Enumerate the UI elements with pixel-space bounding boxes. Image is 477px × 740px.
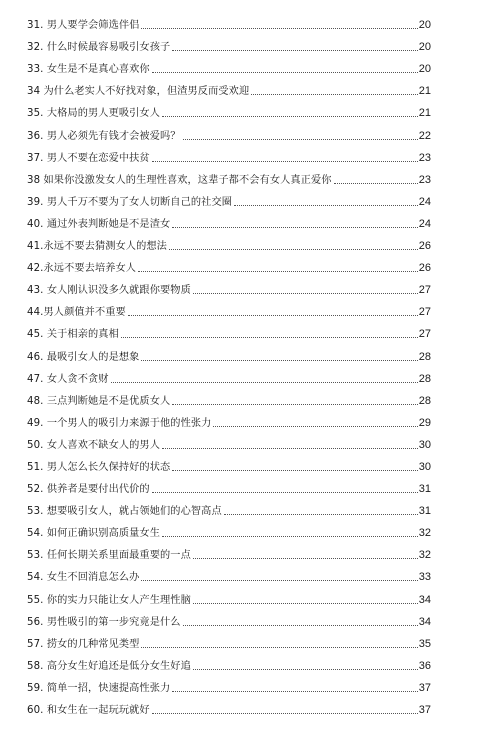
toc-entry-page: 31 bbox=[418, 505, 431, 518]
toc-dot-leader bbox=[193, 669, 418, 670]
toc-entry-title: 54. 如何正确识别高质量女生 bbox=[27, 528, 161, 540]
toc-entry-page: 33 bbox=[418, 571, 431, 584]
toc-entry[interactable] bbox=[27, 297, 431, 319]
toc-entry[interactable] bbox=[27, 187, 431, 209]
toc-entry-page: 21 bbox=[418, 107, 431, 120]
toc-entry-title: 41.永远不要去猜测女人的想法 bbox=[27, 241, 167, 253]
toc-entry-page: 31 bbox=[418, 483, 431, 496]
toc-dot-leader bbox=[162, 116, 418, 117]
toc-entry-title: 56. 男性吸引的第一步究竟是什么 bbox=[27, 616, 181, 628]
toc-entry[interactable] bbox=[27, 165, 431, 187]
toc-dot-leader bbox=[152, 492, 418, 493]
toc-dot-leader bbox=[193, 293, 418, 294]
toc-entry-title: 49. 一个男人的吸引力来源于他的性张力 bbox=[27, 417, 212, 429]
toc-entry-title: 55. 你的实力只能让女人产生理性脑 bbox=[27, 594, 191, 606]
toc-entry-title: 43. 女人刚认识没多久就跟你要物质 bbox=[27, 285, 191, 297]
toc-entry-page: 36 bbox=[418, 659, 431, 672]
toc-entry-title: 33. 女生是不是真心喜欢你 bbox=[27, 64, 150, 76]
toc-entry-page: 34 bbox=[418, 593, 431, 606]
toc-dot-leader bbox=[234, 205, 418, 206]
toc-entry-page: 26 bbox=[418, 262, 431, 275]
toc-entry[interactable] bbox=[27, 319, 431, 341]
toc-dot-leader bbox=[141, 580, 417, 581]
toc-entry-page: 32 bbox=[418, 527, 431, 540]
toc-entry-title: 52. 供养者是要付出代价的 bbox=[27, 484, 150, 496]
toc-entry-title: 51. 男人怎么长久保持好的状态 bbox=[27, 461, 171, 473]
toc-entry-title: 59. 简单一招，快速提高性张力 bbox=[27, 682, 171, 694]
toc-entry-page: 30 bbox=[418, 438, 431, 451]
toc-entry[interactable] bbox=[27, 452, 431, 474]
toc-entry[interactable] bbox=[27, 231, 431, 253]
toc-entry[interactable] bbox=[27, 474, 431, 496]
toc-entry-page: 30 bbox=[418, 460, 431, 473]
toc-entry-page: 22 bbox=[418, 129, 431, 142]
toc-dot-leader bbox=[141, 360, 417, 361]
toc-dot-leader bbox=[169, 249, 418, 250]
toc-entry[interactable] bbox=[27, 629, 431, 651]
toc-entry[interactable] bbox=[27, 518, 431, 540]
toc-entry-title: 36. 男人必须先有钱才会被爱吗？ bbox=[27, 130, 181, 142]
toc-entry-title: 53. 想要吸引女人，就占领她们的心智高点 bbox=[27, 506, 222, 518]
toc-entry-title: 44.男人颜值并不重要 bbox=[27, 307, 126, 319]
toc-entry-page: 35 bbox=[418, 637, 431, 650]
toc-entry-page: 27 bbox=[418, 284, 431, 297]
toc-entry-page: 28 bbox=[418, 350, 431, 363]
toc-dot-leader bbox=[334, 183, 418, 184]
toc-entry-title: 34 为什么老实人不好找对象，但渣男反而受欢迎 bbox=[27, 86, 250, 98]
toc-entry-page: 23 bbox=[418, 173, 431, 186]
toc-dot-leader bbox=[128, 315, 418, 316]
toc-entry-title: 40. 通过外表判断她是不是渣女 bbox=[27, 218, 171, 230]
toc-entry-title: 35. 大格局的男人更吸引女人 bbox=[27, 108, 161, 120]
toc-entry[interactable] bbox=[27, 651, 431, 673]
toc-entry-page: 37 bbox=[418, 704, 431, 716]
toc-entry-page: 20 bbox=[418, 63, 431, 76]
toc-entry-page: 34 bbox=[418, 615, 431, 628]
toc-entry[interactable] bbox=[27, 695, 431, 717]
toc-entry[interactable] bbox=[27, 10, 431, 32]
toc-entry-page: 26 bbox=[418, 240, 431, 253]
toc-entry-title: 46. 最吸引女人的是想象 bbox=[27, 351, 140, 363]
toc-dot-leader bbox=[251, 94, 418, 95]
toc-dot-leader bbox=[111, 382, 418, 383]
table-of-contents bbox=[27, 10, 431, 717]
toc-entry-page: 20 bbox=[418, 41, 431, 54]
toc-dot-leader bbox=[141, 28, 417, 29]
toc-entry-page: 23 bbox=[418, 151, 431, 164]
toc-entry-page: 37 bbox=[418, 681, 431, 694]
toc-entry[interactable] bbox=[27, 540, 431, 562]
toc-dot-leader bbox=[152, 713, 418, 714]
toc-dot-leader bbox=[152, 161, 418, 162]
toc-entry-title: 39. 男人千万不要为了女人切断自己的社交圈 bbox=[27, 196, 233, 208]
toc-dot-leader bbox=[138, 271, 418, 272]
toc-entry-title: 47. 女人贪不贪财 bbox=[27, 373, 109, 385]
toc-entry-title: 42.永远不要去培养女人 bbox=[27, 263, 137, 275]
toc-entry[interactable] bbox=[27, 408, 431, 430]
toc-entry[interactable] bbox=[27, 275, 431, 297]
toc-dot-leader bbox=[172, 227, 417, 228]
toc-entry-page: 21 bbox=[418, 85, 431, 98]
toc-entry-page: 24 bbox=[418, 195, 431, 208]
toc-entry[interactable] bbox=[27, 386, 431, 408]
toc-entry-title: 38 如果你没激发女人的生理性喜欢，这辈子都不会有女人真正爱你 bbox=[27, 174, 332, 186]
toc-entry-page: 27 bbox=[418, 328, 431, 341]
toc-entry-title: 54. 女生不回消息怎么办 bbox=[27, 572, 140, 584]
toc-dot-leader bbox=[213, 426, 417, 427]
toc-entry[interactable] bbox=[27, 76, 431, 98]
toc-dot-leader bbox=[121, 337, 418, 338]
toc-entry-title: 50. 女人喜欢不缺女人的男人 bbox=[27, 439, 161, 451]
toc-entry[interactable] bbox=[27, 32, 431, 54]
toc-entry-page: 28 bbox=[418, 372, 431, 385]
toc-entry-title: 48. 三点判断她是不是优质女人 bbox=[27, 395, 171, 407]
toc-dot-leader bbox=[152, 72, 418, 73]
toc-entry-title: 60. 和女生在一起玩玩就好 bbox=[27, 705, 150, 716]
toc-dot-leader bbox=[162, 536, 418, 537]
toc-entry[interactable] bbox=[27, 584, 431, 606]
toc-entry[interactable] bbox=[27, 54, 431, 76]
toc-entry[interactable] bbox=[27, 253, 431, 275]
toc-entry-title: 32. 什么时候最容易吸引女孩子 bbox=[27, 42, 171, 54]
toc-entry[interactable] bbox=[27, 209, 431, 231]
toc-entry[interactable] bbox=[27, 562, 431, 584]
toc-entry-page: 24 bbox=[418, 217, 431, 230]
toc-dot-leader bbox=[224, 514, 418, 515]
toc-entry-page: 28 bbox=[418, 394, 431, 407]
toc-entry[interactable] bbox=[27, 120, 431, 142]
toc-dot-leader bbox=[172, 470, 417, 471]
toc-dot-leader bbox=[193, 558, 418, 559]
toc-dot-leader bbox=[172, 50, 417, 51]
toc-entry[interactable] bbox=[27, 341, 431, 363]
toc-dot-leader bbox=[162, 448, 418, 449]
toc-entry[interactable] bbox=[27, 673, 431, 695]
toc-entry-title: 45. 关于相亲的真相 bbox=[27, 329, 119, 341]
toc-entry-title: 58. 高分女生好追还是低分女生好追 bbox=[27, 660, 191, 672]
toc-entry-title: 31. 男人要学会筛选伴侣 bbox=[27, 20, 140, 32]
toc-entry-title: 37. 男人不要在恋爱中扶贫 bbox=[27, 152, 150, 164]
toc-entry-title: 53. 任何长期关系里面最重要的一点 bbox=[27, 550, 191, 562]
toc-entry-title: 57. 捞女的几种常见类型 bbox=[27, 638, 140, 650]
toc-dot-leader bbox=[183, 625, 418, 626]
toc-entry-page: 27 bbox=[418, 306, 431, 319]
toc-entry-page: 20 bbox=[418, 19, 431, 32]
toc-dot-leader bbox=[193, 603, 418, 604]
toc-dot-leader bbox=[172, 404, 417, 405]
toc-dot-leader bbox=[172, 691, 417, 692]
toc-entry[interactable] bbox=[27, 98, 431, 120]
toc-dot-leader bbox=[141, 647, 417, 648]
toc-entry[interactable] bbox=[27, 496, 431, 518]
toc-entry[interactable] bbox=[27, 143, 431, 165]
toc-entry[interactable] bbox=[27, 364, 431, 386]
toc-entry-page: 32 bbox=[418, 549, 431, 562]
toc-entry-page: 29 bbox=[418, 416, 431, 429]
toc-dot-leader bbox=[183, 139, 418, 140]
toc-entry[interactable] bbox=[27, 607, 431, 629]
toc-entry[interactable] bbox=[27, 430, 431, 452]
